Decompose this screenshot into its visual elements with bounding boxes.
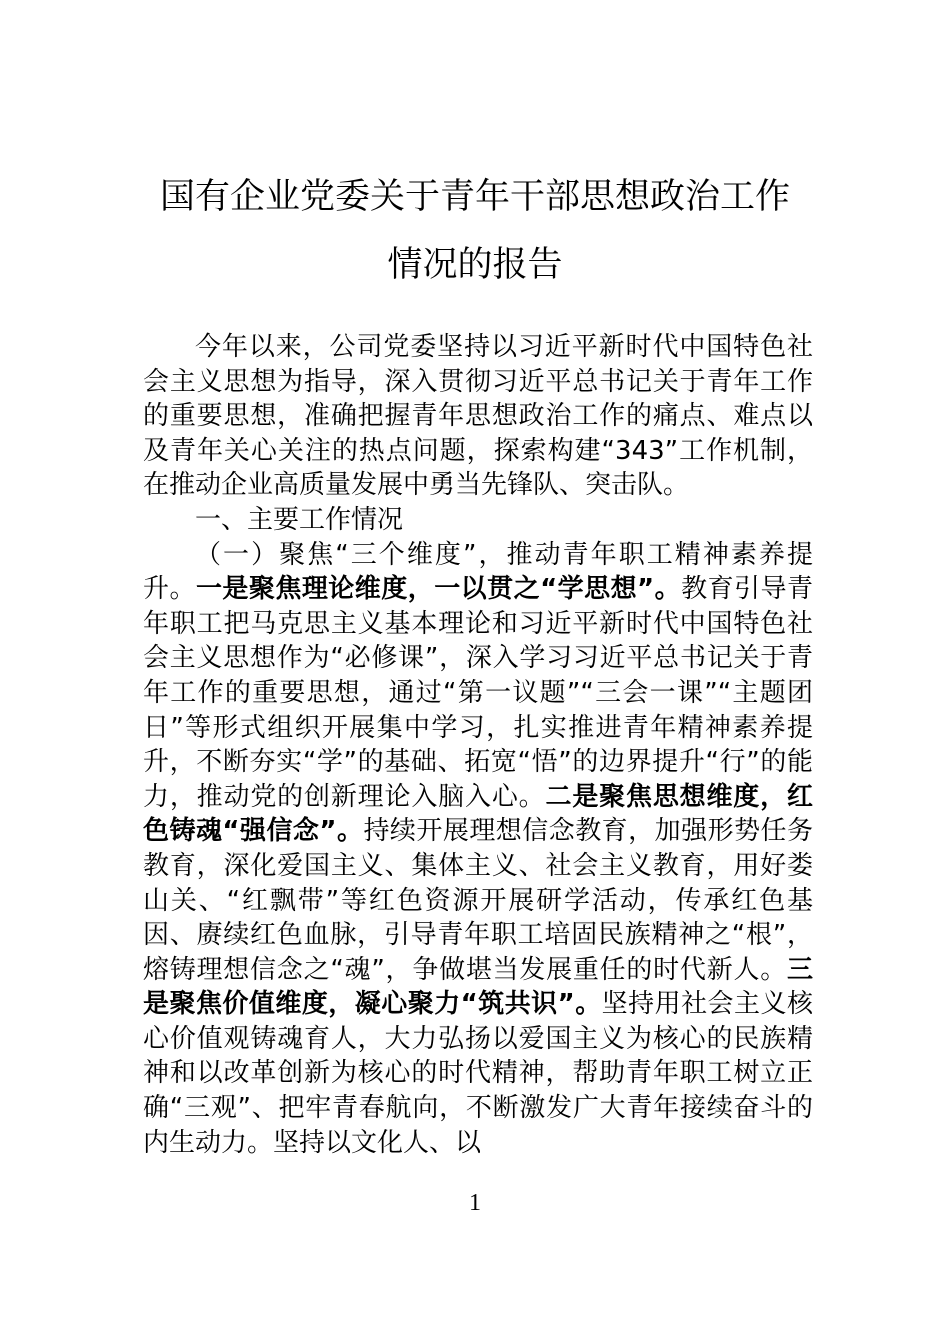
point-2-text: 持续开展理想信念教育，加强形势任务教育，深化爱国主义、集体主义、社会主义教育，用好娄山关、“红飘带”等红色资源开展研学活动，传承红色基因、赓续红色血脉，引导青年职工培固民族精神之“根”，熔铸理想信念之“魂”，争做堪当发展重任的时代新人。 <box>143 816 813 985</box>
document-title-line-1: 国有企业党委关于青年干部思想政治工作 <box>159 177 790 217</box>
document-title-line-2: 情况的报告 <box>387 245 563 285</box>
intro-paragraph: 今年以来，公司党委坚持以习近平新时代中国特色社会主义思想为指导，深入贯彻习近平总书记关于青年工作的重要思想，准确把握青年思想政治工作的痛点、难点以及青年关心关注的热点问题，探索构建“343”工作机制，在推动企业高质量发展中勇当先锋队、突击队。 <box>143 332 813 501</box>
section-heading: 一、主要工作情况 <box>195 504 404 535</box>
document-body <box>143 330 813 1160</box>
point-1-heading: 一是聚焦理论维度，一以贯之“学思想”。 <box>195 574 682 605</box>
point-2-heading: 二是聚焦思想维度，红色铸魂“强信念”。 <box>143 781 813 847</box>
point-3-heading: 三是聚焦价值维度，凝心聚力“筑共识”。 <box>143 954 813 1020</box>
page-number: 1 <box>469 1190 481 1216</box>
subsection-paragraph <box>143 538 813 1161</box>
point-1-text: 教育引导青年职工把马克思主义基本理论和习近平新时代中国特色社会主义思想作为“必修课”，深入学习习近平总书记关于青年工作的重要思想，通过“第一议题”“三会一课”“主题团日”等形式组织开展集中学习，扎实推进青年精神素养提升，不断夯实“学”的基础、拓宽“悟”的边界提升“行”的能力，推动党的创新理论入脑入心。 <box>143 574 813 812</box>
subsection-heading: （一）聚焦“三个维度”，推动青年职工精神素养提升。 <box>143 539 813 605</box>
point-3-text: 坚持用社会主义核心价值观铸魂育人，大力弘扬以爱国主义为核心的民族精神和以改革创新为核心的时代精神，帮助青年职工树立正确“三观”、把牢青春航向，不断激发广大青年接续奋斗的内生动力。坚持以文化人、以 <box>143 989 813 1158</box>
